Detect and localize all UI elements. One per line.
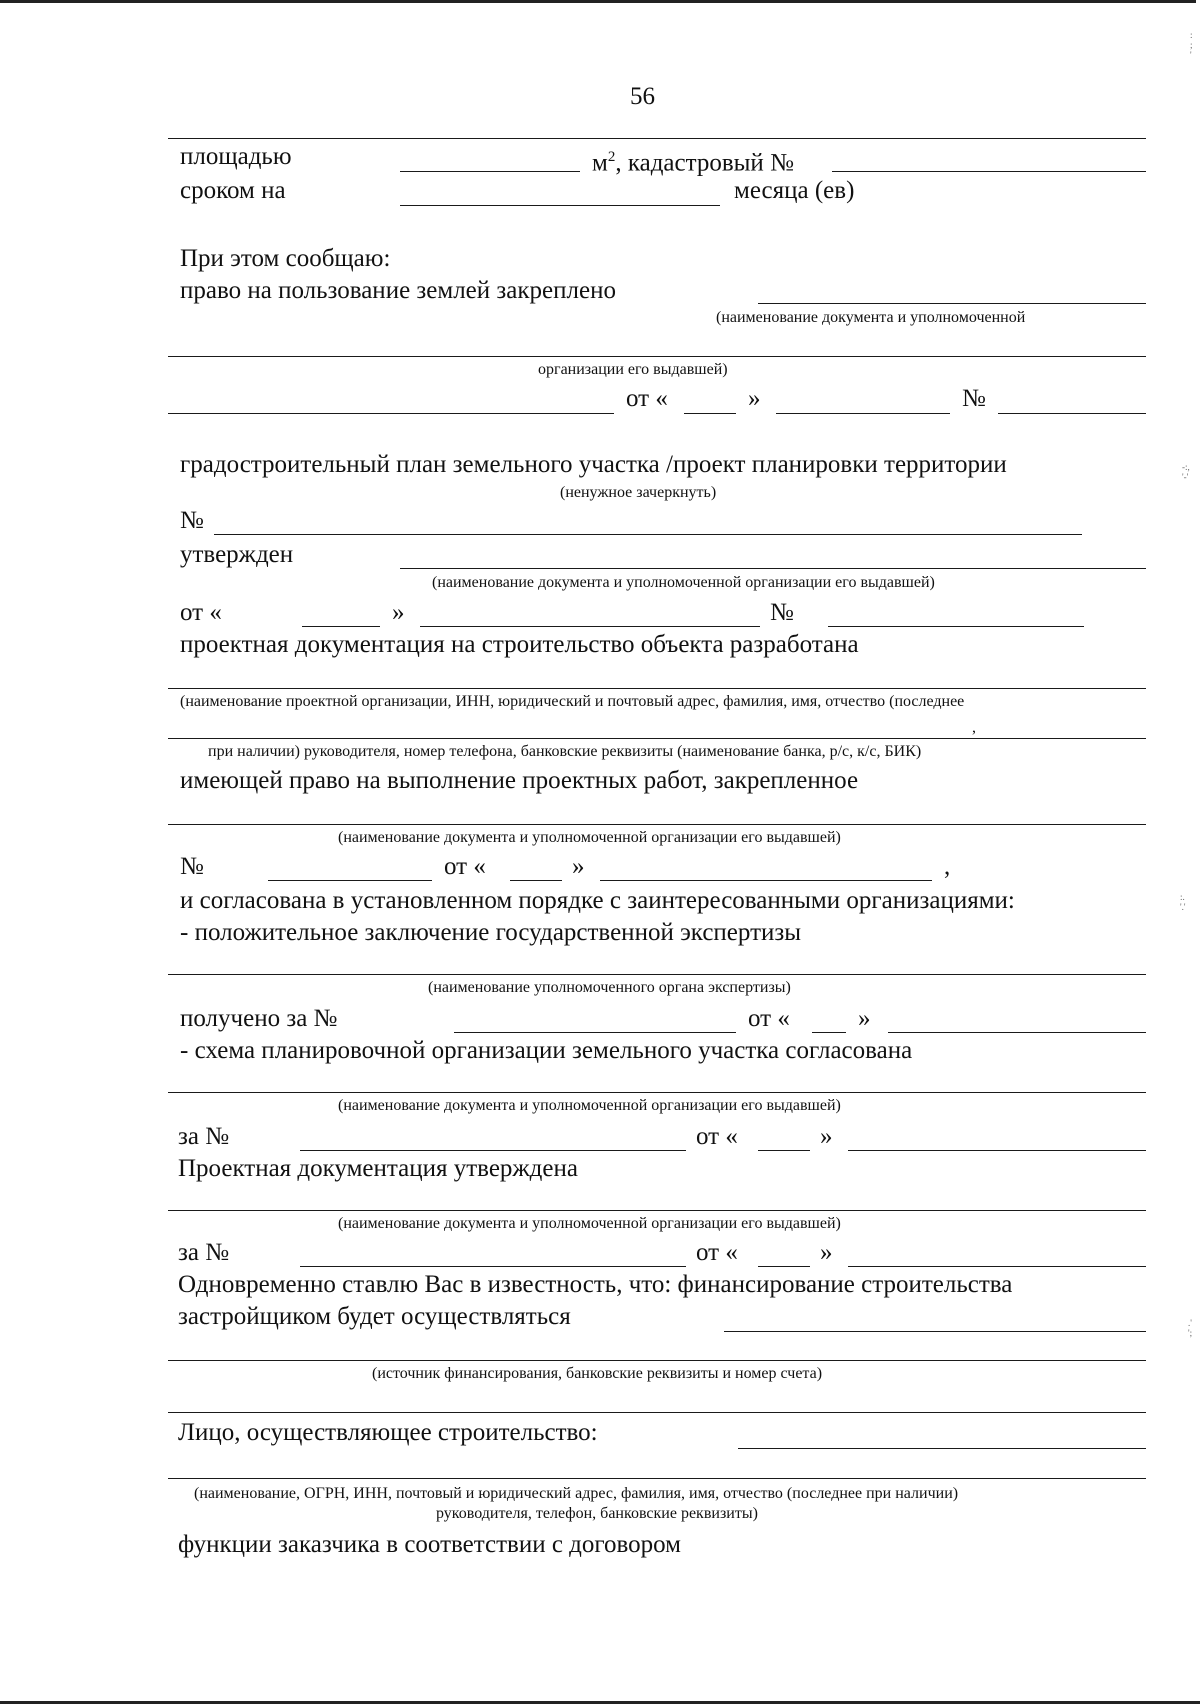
field-number-2[interactable] bbox=[828, 626, 1084, 627]
field-date-4[interactable] bbox=[600, 880, 932, 881]
field-day-2[interactable] bbox=[302, 626, 380, 627]
label-ot-open-7: от « bbox=[696, 1239, 738, 1266]
label-shema: - схема планировочной организации земельного участка согласована bbox=[180, 1037, 913, 1064]
label-ot-open-6: от « bbox=[696, 1123, 738, 1150]
scan-artifact: :. '.' bbox=[1180, 892, 1186, 912]
field-date-1[interactable] bbox=[776, 413, 950, 414]
field-builder[interactable] bbox=[738, 1448, 1146, 1449]
top-rule bbox=[168, 138, 1146, 139]
label-m2: $м^2$, кадастровый № bbox=[592, 149, 794, 177]
field-number-7[interactable] bbox=[300, 1266, 686, 1267]
caption-proekt-org-1: (наименование проектной организации, ИНН, юридический и почтовый адрес, фамилия, имя, отчество (последнее bbox=[180, 693, 965, 710]
field-gradplan-number[interactable] bbox=[214, 534, 1082, 535]
caption-istochnik: (источник финансирования, банковские реквизиты и номер счета) bbox=[372, 1365, 823, 1382]
m2-superscript: 2 bbox=[607, 149, 616, 165]
field-day-6[interactable] bbox=[758, 1150, 810, 1151]
field-financing[interactable] bbox=[724, 1331, 1146, 1332]
label-srokom-na: сроком на bbox=[180, 177, 286, 204]
field-design-org-cont[interactable] bbox=[168, 738, 1146, 739]
field-approved-by[interactable] bbox=[400, 568, 1146, 569]
caption-org-vydavshey: организации его выдавшей) bbox=[538, 361, 728, 378]
label-litso: Лицо, осуществляющее строительство: bbox=[178, 1419, 598, 1446]
scan-artifact: -:, '-' bbox=[1182, 462, 1190, 482]
field-design-org[interactable] bbox=[168, 688, 1146, 689]
field-land-right-document[interactable] bbox=[758, 303, 1146, 304]
field-land-right-document-cont[interactable] bbox=[168, 356, 1146, 357]
label-funktsii: функции заказчика в соответствии с договором bbox=[178, 1531, 682, 1558]
field-date-2[interactable] bbox=[420, 626, 760, 627]
field-day-5[interactable] bbox=[812, 1032, 846, 1033]
label-mesyatsa: месяца (ев) bbox=[734, 177, 855, 204]
label-close-2: » bbox=[392, 599, 405, 626]
scan-artifact: .' '; bbox=[1188, 1318, 1193, 1338]
field-area[interactable] bbox=[400, 171, 580, 172]
label-za-nomer-1: за № bbox=[178, 1123, 230, 1150]
label-za-nomer-2: за № bbox=[178, 1239, 230, 1266]
caption-ogrn-1: (наименование, ОГРН, ИНН, почтовый и юридический адрес, фамилия, имя, отчество (последнее при наличии) bbox=[194, 1485, 959, 1502]
label-close-1: » bbox=[748, 385, 761, 412]
label-gradplan: градостроительный план земельного участка /проект планировки территории bbox=[180, 451, 1007, 478]
scan-top-edge bbox=[0, 0, 1196, 3]
caption-ekspertiza: (наименование уполномоченного органа экспертизы) bbox=[428, 979, 791, 996]
label-imeyushchey: имеющей право на выполнение проектных работ, закрепленное bbox=[180, 767, 859, 794]
field-number-1[interactable] bbox=[998, 413, 1146, 414]
label-close-7: » bbox=[820, 1239, 833, 1266]
field-day-1[interactable] bbox=[684, 413, 736, 414]
label-polozhitelnoe: - положительное заключение государственной экспертизы bbox=[180, 919, 802, 946]
field-date-6[interactable] bbox=[848, 1150, 1146, 1151]
field-builder-cont[interactable] bbox=[168, 1478, 1146, 1479]
field-cadastral-number[interactable] bbox=[832, 171, 1146, 172]
label-ot-open-5: от « bbox=[748, 1005, 790, 1032]
caption-doc-org-full-2: (наименование документа и уполномоченной организации его выдавшей) bbox=[338, 829, 841, 846]
label-nomer-3: № bbox=[770, 599, 794, 626]
field-day-4[interactable] bbox=[510, 880, 562, 881]
field-scheme-doc[interactable] bbox=[168, 1092, 1146, 1093]
caption-ogrn-2: руководителя, телефон, банковские реквизиты) bbox=[436, 1505, 758, 1522]
field-day-7[interactable] bbox=[758, 1266, 810, 1267]
label-ploshchadyu: площадью bbox=[180, 143, 292, 170]
field-date-5[interactable] bbox=[888, 1032, 1146, 1033]
caption-proekt-org-2: при наличии) руководителя, номер телефона, банковские реквизиты (наименование банка, р/с, к/с, БИК) bbox=[208, 743, 922, 760]
label-ot-open-4: от « bbox=[444, 853, 486, 880]
label-pri-etom: При этом сообщаю: bbox=[180, 245, 391, 272]
field-financing-cont-2[interactable] bbox=[168, 1412, 1146, 1413]
field-design-license[interactable] bbox=[168, 824, 1146, 825]
field-term[interactable] bbox=[400, 205, 720, 206]
field-approval-doc[interactable] bbox=[168, 1210, 1146, 1211]
field-number-6[interactable] bbox=[300, 1150, 686, 1151]
comma-mark: , bbox=[972, 719, 976, 736]
field-expertise-org[interactable] bbox=[168, 974, 1146, 975]
label-nomer-4: № bbox=[180, 853, 204, 880]
label-soglasovana: и согласована в установленном порядке с заинтересованными организациями: bbox=[180, 887, 1015, 914]
label-polucheno: получено за № bbox=[180, 1005, 338, 1032]
label-zastroyshchikom: застройщиком будет осуществляться bbox=[178, 1303, 571, 1330]
label-close-6: » bbox=[820, 1123, 833, 1150]
label-pravo-zemli: право на пользование землей закреплено bbox=[180, 277, 616, 304]
label-odnovremenno: Одновременно ставлю Вас в известность, что: финансирование строительства bbox=[178, 1271, 1013, 1298]
label-proekt-utverzhdena: Проектная документация утверждена bbox=[178, 1155, 578, 1182]
label-nomer-2: № bbox=[180, 507, 204, 534]
label-nomer-1: № bbox=[962, 385, 986, 412]
field-number-4[interactable] bbox=[268, 880, 432, 881]
caption-doc-org-full-4: (наименование документа и уполномоченной организации его выдавшей) bbox=[338, 1215, 841, 1232]
label-close-4: » bbox=[572, 853, 585, 880]
field-number-5[interactable] bbox=[454, 1032, 736, 1033]
label-ot-open-2: от « bbox=[180, 599, 222, 626]
label-comma-4: , bbox=[944, 853, 951, 880]
label-proekt-razrab: проектная документация на строительство объекта разработана bbox=[180, 631, 859, 658]
scan-artifact: : ; ' bbox=[1190, 30, 1193, 60]
label-ot-open-1: от « bbox=[626, 385, 668, 412]
label-utverzhden: утвержден bbox=[180, 541, 294, 568]
caption-doc-org-full: (наименование документа и уполномоченной организации его выдавшей) bbox=[432, 574, 935, 591]
label-close-5: » bbox=[858, 1005, 871, 1032]
caption-nenuzhnoe: (ненужное зачеркнуть) bbox=[560, 484, 717, 501]
page-number: 56 bbox=[630, 83, 655, 110]
field-financing-cont[interactable] bbox=[168, 1360, 1146, 1361]
field-land-right-document-cont-2[interactable] bbox=[168, 413, 614, 414]
caption-doc-org-full-3: (наименование документа и уполномоченной организации его выдавшей) bbox=[338, 1097, 841, 1114]
field-date-7[interactable] bbox=[848, 1266, 1146, 1267]
caption-doc-org-1: (наименование документа и уполномоченной bbox=[716, 309, 1026, 326]
